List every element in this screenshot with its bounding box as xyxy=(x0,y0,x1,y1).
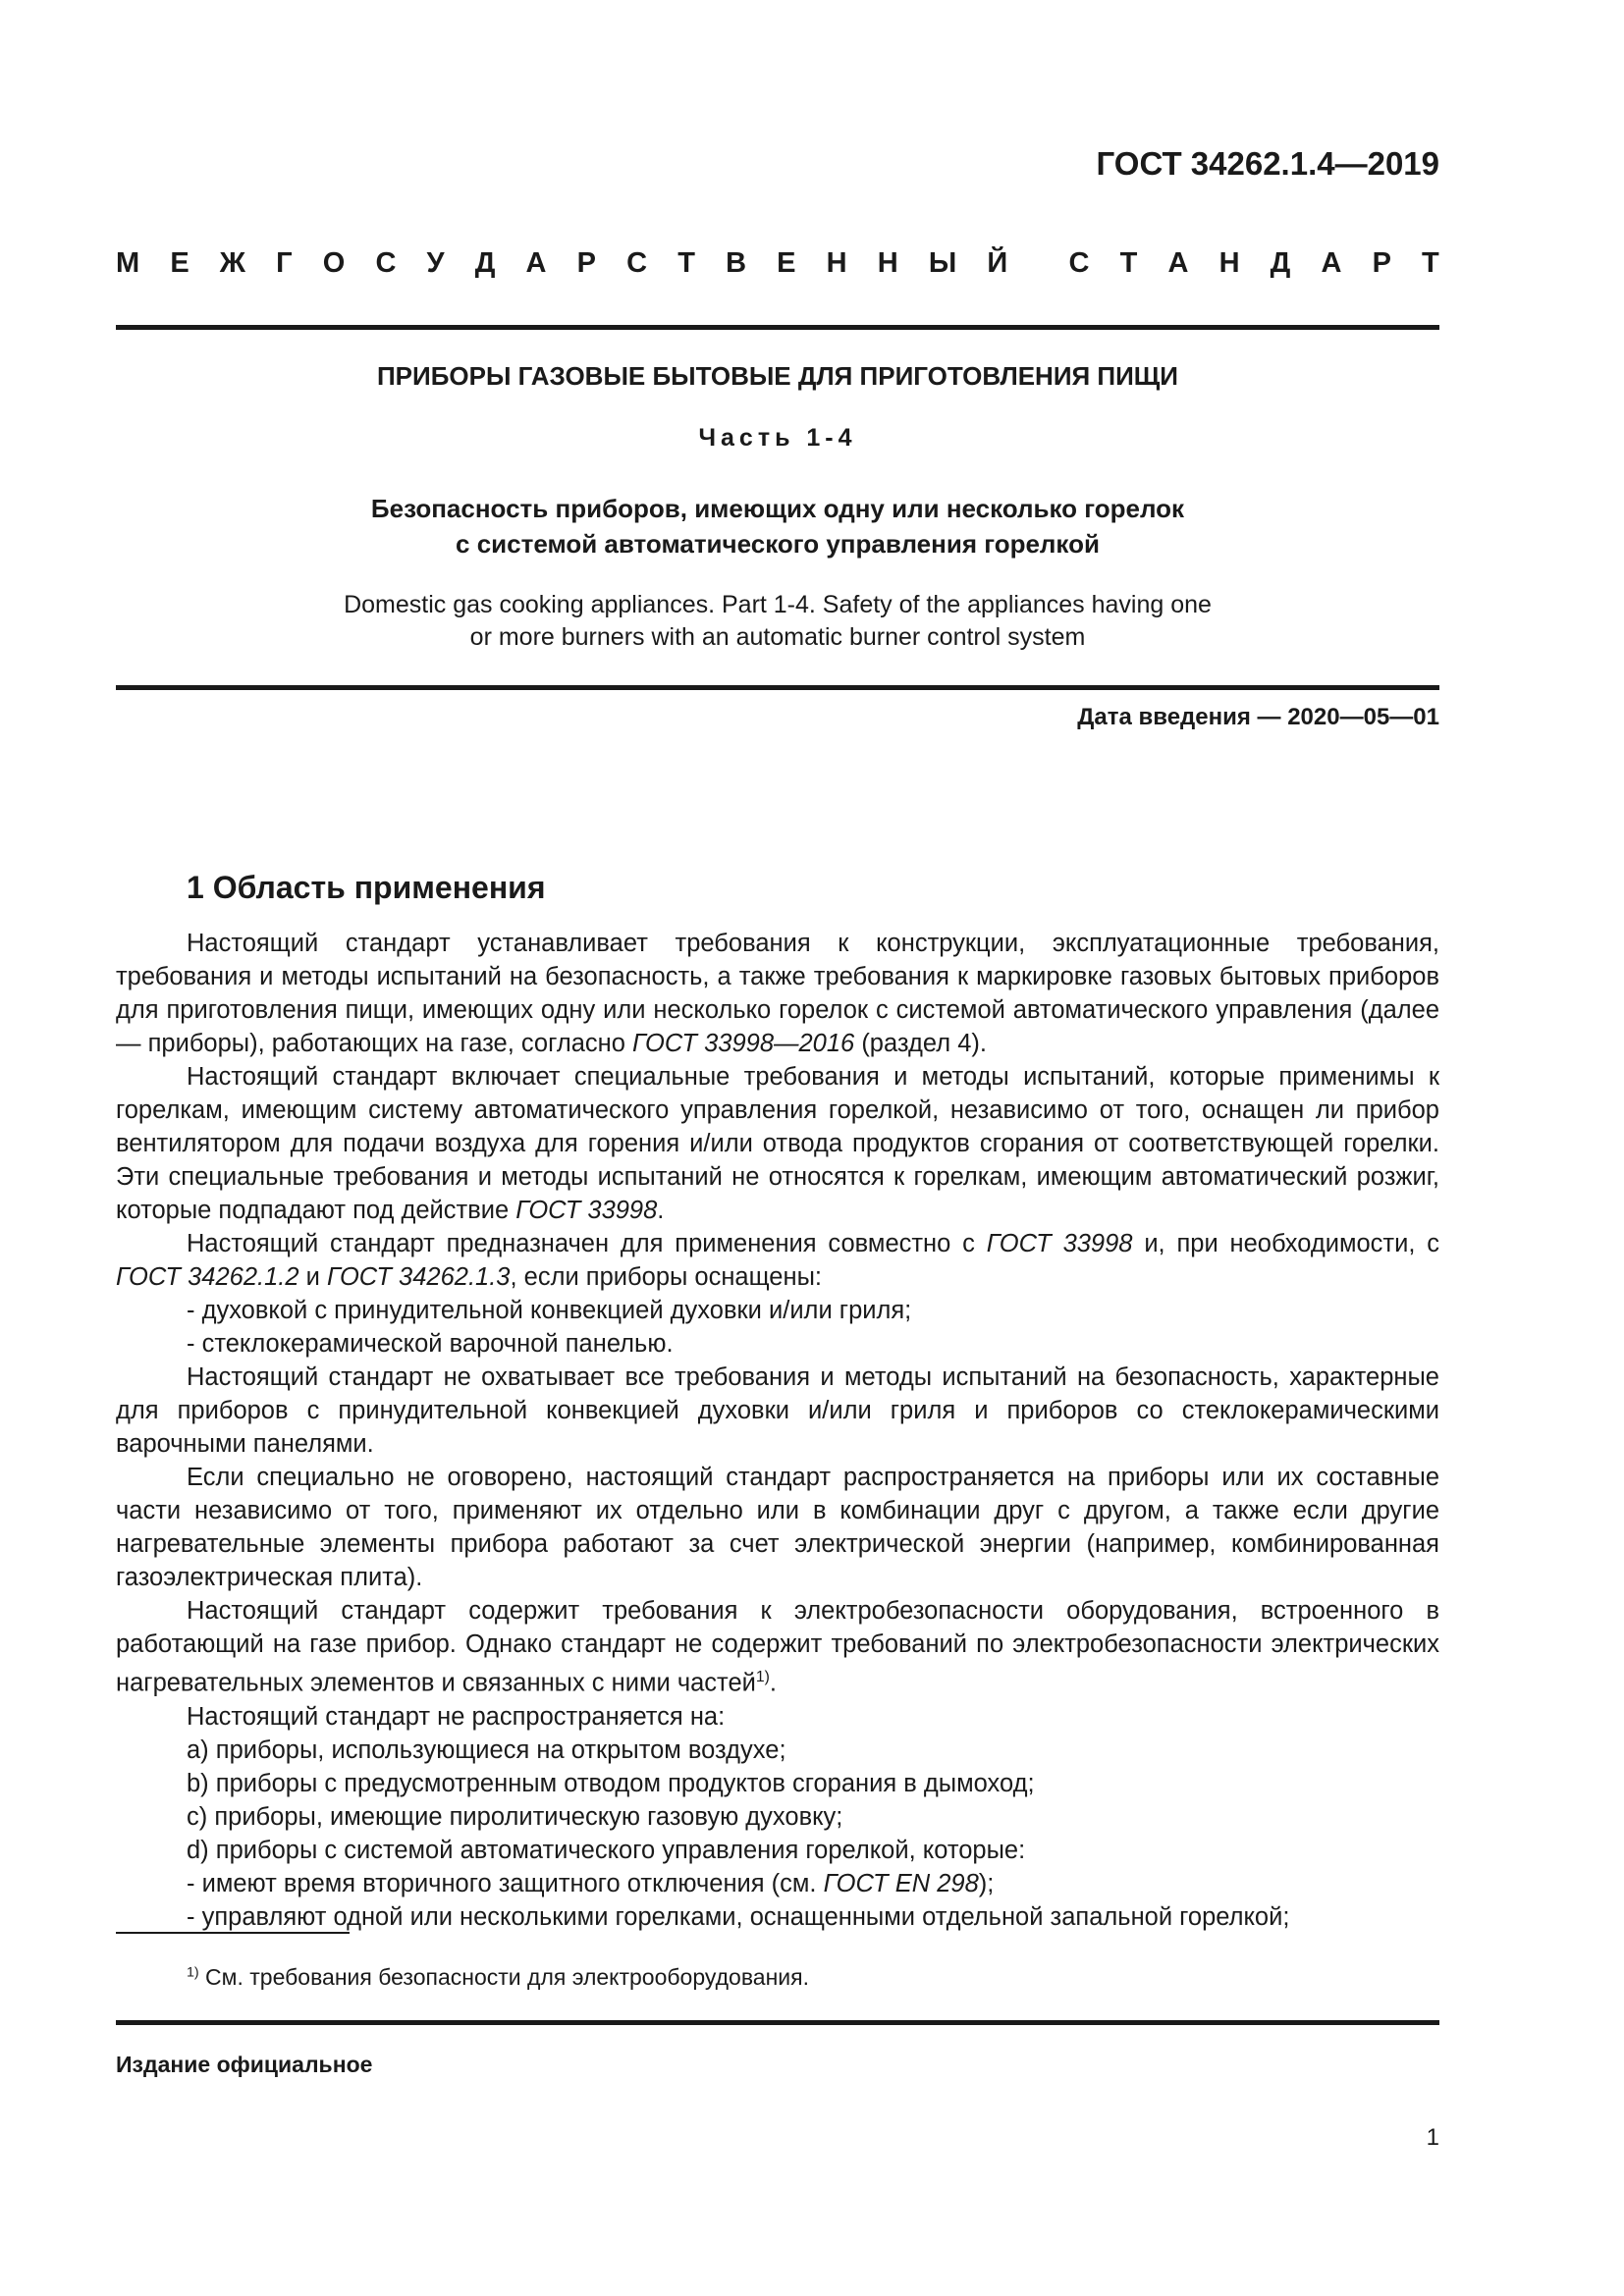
reference: ГОСТ 34262.1.2 xyxy=(116,1263,299,1291)
reference: ГОСТ 33998—2016 xyxy=(632,1030,855,1057)
heading-letter: Н xyxy=(826,247,847,279)
introduction-date: Дата введения — 2020—05—01 xyxy=(1077,704,1439,730)
list-item: - управляют одной или несколькими горелками, оснащенными отдельной запальной горелкой; xyxy=(187,1902,1290,1931)
footnote-separator xyxy=(116,1932,350,1934)
paragraph: Настоящий стандарт не распространяется на: xyxy=(187,1702,726,1731)
english-title xyxy=(116,589,1439,654)
heading-letter: В xyxy=(726,247,747,279)
list-item: c) приборы, имеющие пиролитическую газовую духовку; xyxy=(187,1802,843,1831)
heading-letter: Р xyxy=(576,247,596,279)
heading-letter: Ы xyxy=(928,247,957,279)
heading-letter: Ж xyxy=(219,247,246,279)
standard-part: Часть 1-4 xyxy=(698,424,857,452)
heading-letter: У xyxy=(426,247,445,279)
heading-letter: Д xyxy=(1270,247,1291,279)
document-number: ГОСТ 34262.1.4—2019 xyxy=(1096,145,1439,182)
reference: ГОСТ 33998 xyxy=(986,1230,1133,1257)
official-edition-label: Издание официальное xyxy=(116,2052,373,2077)
standard-subtitle xyxy=(116,491,1439,561)
heading-letter: Т xyxy=(677,247,695,279)
heading-letter: Е xyxy=(777,247,796,279)
heading-letter: Д xyxy=(474,247,496,279)
english-title-line-1: Domestic gas cooking appliances. Part 1-4. Safety of the appliances having one xyxy=(344,591,1212,618)
heading-letter: А xyxy=(1167,247,1189,279)
footer-rule xyxy=(116,2020,1439,2025)
list-item: b) приборы с предусмотренным отводом продуктов сгорания в дымоход; xyxy=(187,1769,1035,1797)
heading-letter: Р xyxy=(1372,247,1391,279)
heading-letter: С xyxy=(1068,247,1090,279)
reference: ГОСТ EN 298 xyxy=(823,1869,979,1897)
footnote-number: 1) xyxy=(187,1964,199,1981)
page-number: 1 xyxy=(1426,2124,1439,2151)
paragraph: Настоящий стандарт включает специальные требования и методы испытаний, которые применимы к горелкам, имеющим систему автоматического управления горелкой, независимо от того, оснащен ли прибор вентилятором для подачи воздуха для горения и/или отвода продуктов сгорания от соответствующей горелки. Эти специальные требования и методы испытаний не относятся к горелкам, имеющим автоматический розжиг, которые подпадают под действие ГОСТ 33998. xyxy=(116,1063,1439,1224)
paragraph: Настоящий стандарт содержит требования к электробезопасности оборудования, встроенного в работающий на газе прибор. Однако стандарт не содержит требований по электробезопасности электрических нагревательных элементов и связанных с ними частей$^{1)}$. xyxy=(116,1597,1439,1697)
reference: ГОСТ 34262.1.3 xyxy=(326,1263,511,1291)
paragraph: Настоящий стандарт устанавливает требования к конструкции, эксплуатационные требования, требования и методы испытаний на безопасность, а также требования к маркировке газовых бытовых приборов для приготовления пищи, имеющих одну или несколько горелок с системой автоматического управления (далее — приборы), работающих на газе, согласно ГОСТ 33998—2016 (раздел 4). xyxy=(116,930,1439,1057)
subtitle-line-2: с системой автоматического управления горелкой xyxy=(456,529,1100,559)
subtitle-line-1: Безопасность приборов, имеющих одну или несколько горелок xyxy=(370,494,1185,523)
heading-letter: Й xyxy=(987,247,1008,279)
interstate-standard-heading xyxy=(116,247,1439,280)
heading-letter: Т xyxy=(1119,247,1138,279)
footnote: $^{1)}$ См. требования безопасности для электрооборудования. xyxy=(187,1964,809,1990)
english-title-line-2: or more burners with an automatic burner control system xyxy=(469,623,1086,651)
list-item: - имеют время вторичного защитного отключения (см. ГОСТ EN 298); xyxy=(187,1869,995,1897)
heading-letter: Г xyxy=(276,247,293,279)
standard-title: ПРИБОРЫ ГАЗОВЫЕ БЫТОВЫЕ ДЛЯ ПРИГОТОВЛЕНИЯ ПИЩИ xyxy=(376,361,1178,391)
list-item: - стеклокерамической варочной панелью. xyxy=(187,1330,674,1358)
heading-letter: М xyxy=(116,247,140,279)
heading-letter: Т xyxy=(1422,247,1439,279)
paragraph: Настоящий стандарт предназначен для применения совместно с ГОСТ 33998 и, при необходимости, с ГОСТ 34262.1.2 и ГОСТ 34262.1.3, если приборы оснащены: xyxy=(116,1230,1439,1291)
paragraph: Настоящий стандарт не охватывает все требования и методы испытаний на безопасность, характерные для приборов с принудительной конвекцией духовки и/или гриля и приборов со стеклокерамическими варочными панелями. xyxy=(116,1363,1439,1458)
heading-letter: Н xyxy=(877,247,898,279)
section-heading: 1 Область применения xyxy=(187,870,546,905)
paragraph: Если специально не оговорено, настоящий стандарт распространяется на приборы или их составные части независимо от того, применяют их отдельно или в комбинации друг с другом, а также если другие нагревательные элементы прибора работают за счет электрической энергии (например, комбинированная газоэлектрическая плита). xyxy=(116,1464,1439,1591)
header-rule xyxy=(116,325,1439,330)
heading-letter: С xyxy=(375,247,397,279)
heading-letter: А xyxy=(525,247,547,279)
section-body xyxy=(116,927,1439,1934)
reference: ГОСТ 33998 xyxy=(515,1197,658,1224)
list-item: a) приборы, использующиеся на открытом воздухе; xyxy=(187,1735,786,1764)
list-item: - духовкой с принудительной конвекцией духовки и/или гриля; xyxy=(187,1297,912,1324)
list-item: d) приборы с системой автоматического управления горелкой, которые: xyxy=(187,1836,1026,1864)
heading-letter: А xyxy=(1321,247,1342,279)
footnote-marker: 1) xyxy=(755,1669,770,1685)
title-rule xyxy=(116,685,1439,690)
heading-letter: Е xyxy=(170,247,189,279)
heading-letter: О xyxy=(322,247,346,279)
heading-letter: Н xyxy=(1218,247,1240,279)
heading-letter: С xyxy=(626,247,648,279)
